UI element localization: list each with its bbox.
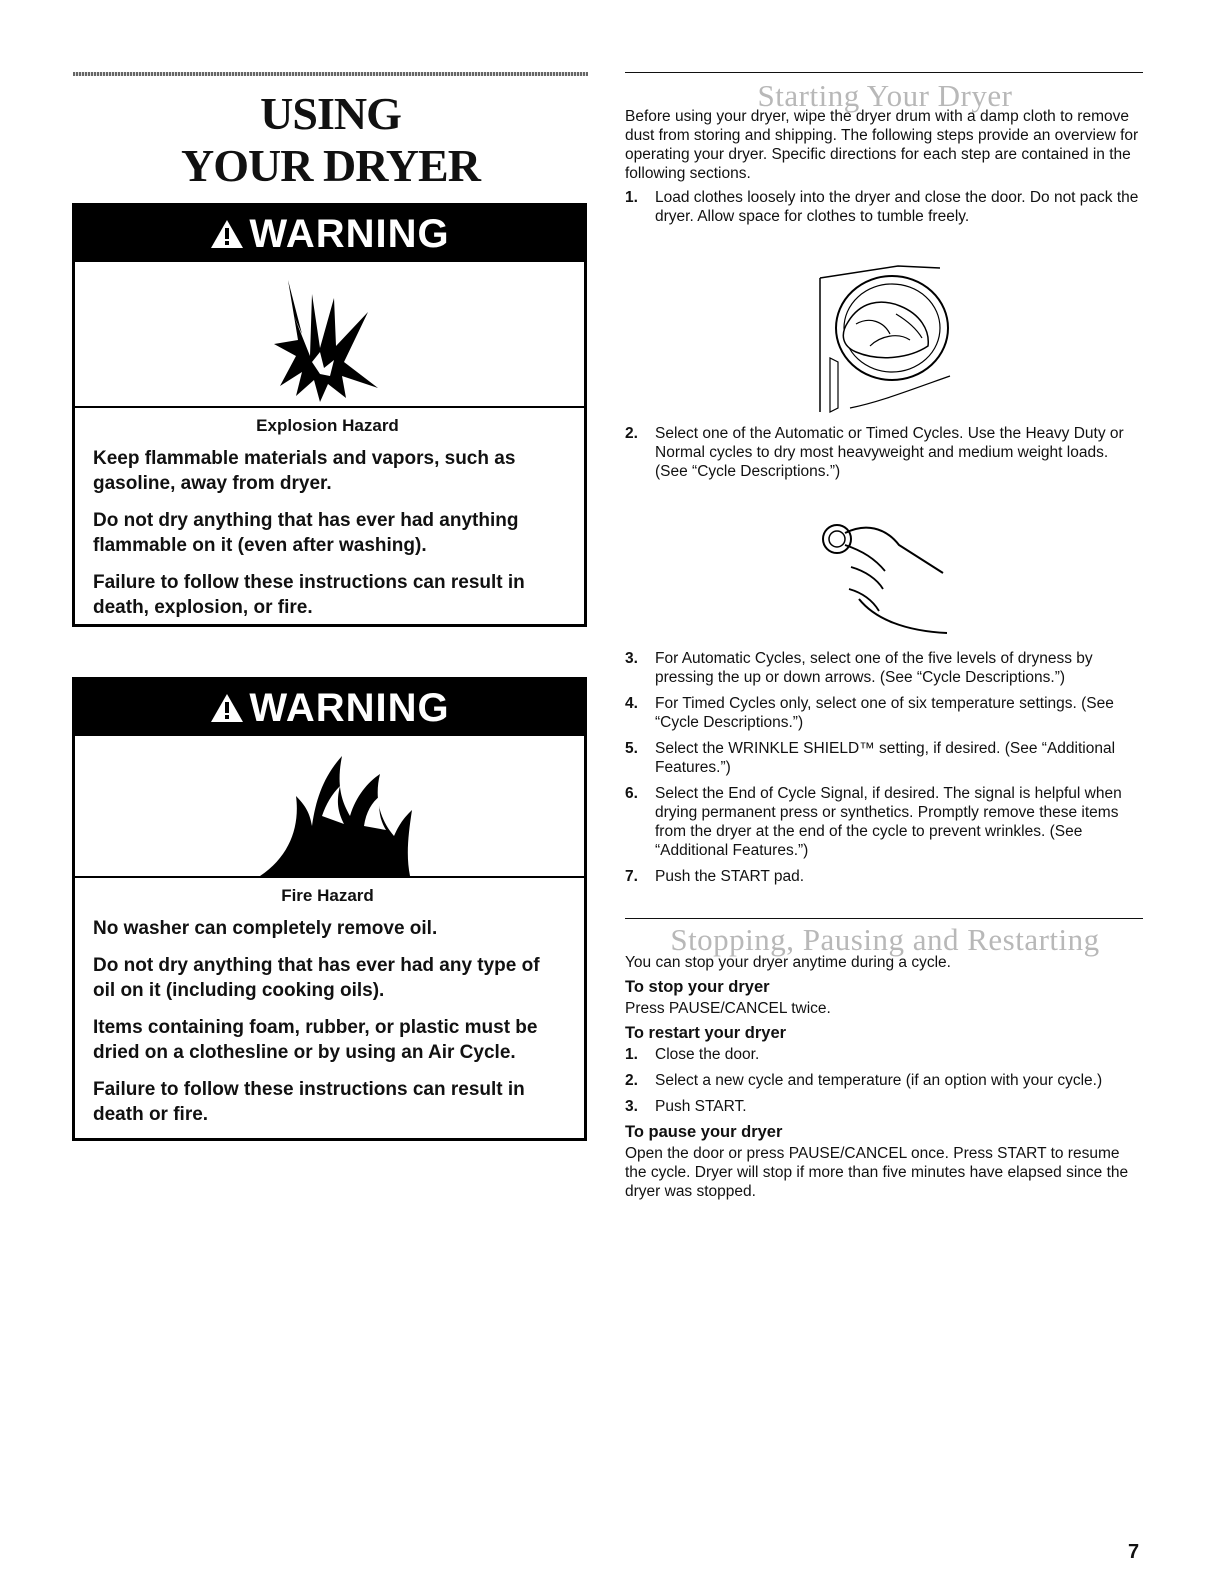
step-text: Push the START pad. — [655, 868, 805, 885]
stop-text: Press PAUSE/CANCEL twice. — [625, 1000, 831, 1017]
step-text: Select the WRINKLE SHIELD™ setting, if desired. (See “Additional Features.”) — [655, 740, 1116, 776]
step-number: 5. — [625, 740, 638, 757]
warning-line: Do not dry anything that has ever had any type of oil on it (including cooking oils). — [93, 955, 540, 1001]
stopping-heading: Stopping, Pausing and Restarting — [670, 922, 1100, 957]
step-text: For Automatic Cycles, select one of the five levels of dryness by pressing the up or down arrows. (See “Cycle Descriptions.”) — [655, 650, 1093, 686]
step-item — [625, 694, 1145, 732]
warning-line: No washer can completely remove oil. — [93, 918, 438, 939]
step-item — [625, 1045, 1145, 1064]
step-number: 3. — [625, 1098, 638, 1115]
top-rule-left — [73, 72, 588, 76]
starting-steps — [625, 424, 1145, 481]
section-divider — [625, 918, 1143, 919]
warning-body — [75, 878, 584, 1153]
warning-line: Failure to follow these instructions can result in death or fire. — [93, 1079, 525, 1125]
page-number: 7 — [1128, 1541, 1140, 1563]
step-text: Push START. — [655, 1098, 747, 1115]
step-item — [625, 649, 1145, 687]
step-item — [625, 784, 1145, 860]
step-text: Select one of the Automatic or Timed Cycles. Use the Heavy Duty or Normal cycles to dry most heavyweight and medium weight loads. (See “Cycle Descriptions.”) — [655, 425, 1124, 480]
starting-steps — [625, 649, 1145, 886]
step-number: 2. — [625, 425, 638, 442]
hazard-title: Fire Hazard — [281, 886, 374, 905]
section-title — [73, 88, 588, 192]
step-item — [625, 188, 1145, 226]
warning-line: Keep flammable materials and vapors, such as gasoline, away from dryer. — [93, 448, 516, 494]
step-text: Load clothes loosely into the dryer and close the door. Do not pack the dryer. Allow space for clothes to tumble freely. — [655, 189, 1139, 225]
hand-pressing-illustration — [815, 515, 955, 637]
dryer-drum-illustration — [810, 262, 960, 418]
top-rule-right — [625, 72, 1143, 73]
warning-triangle-icon — [209, 218, 245, 250]
restart-steps — [625, 1045, 1145, 1116]
step-text: Select a new cycle and temperature (if an option with your cycle.) — [655, 1072, 1103, 1089]
section-title-line2: YOUR DRYER — [181, 140, 480, 191]
step-item — [625, 739, 1145, 777]
pause-text: Open the door or press PAUSE/CANCEL once. Press START to resume the cycle. Dryer will stop if more than five minutes have elapsed since the dryer was stopped. — [625, 1145, 1129, 1200]
pause-heading: To pause your dryer — [625, 1123, 783, 1141]
warning-fire — [72, 677, 587, 1141]
warning-line: Do not dry anything that has ever had anything flammable on it (even after washing). — [93, 510, 519, 556]
warning-header-text: WARNING — [249, 211, 450, 256]
step-number: 6. — [625, 785, 638, 802]
warning-header — [75, 206, 584, 262]
step-number: 4. — [625, 695, 638, 712]
starting-section — [625, 78, 1145, 233]
warning-body — [75, 408, 584, 646]
step-text: For Timed Cycles only, select one of six temperature settings. (See “Cycle Descriptions.”) — [655, 695, 1114, 731]
step-text: Close the door. — [655, 1046, 760, 1063]
stopping-intro: You can stop your dryer anytime during a cycle. — [625, 954, 951, 971]
step-number: 7. — [625, 868, 638, 885]
warning-header — [75, 680, 584, 736]
explosion-icon — [75, 262, 584, 408]
step-number: 2. — [625, 1072, 638, 1089]
starting-heading: Starting Your Dryer — [757, 78, 1013, 113]
starting-steps-continued — [625, 424, 1145, 488]
starting-intro: Before using your dryer, wipe the dryer drum with a damp cloth to remove dust from storing and shipping. The following steps provide an overview for operating your dryer. Specific directions for each step are contained in the following sections. — [625, 108, 1139, 182]
stopping-section — [625, 922, 1145, 1201]
step-number: 1. — [625, 189, 638, 206]
step-item — [625, 1097, 1145, 1116]
stop-heading: To stop your dryer — [625, 978, 770, 996]
step-number: 3. — [625, 650, 638, 667]
hazard-title: Explosion Hazard — [256, 416, 399, 435]
step-item — [625, 1071, 1145, 1090]
step-number: 1. — [625, 1046, 638, 1063]
warning-header-text: WARNING — [249, 685, 450, 730]
starting-steps — [625, 188, 1145, 226]
section-title-line1: USING — [260, 88, 401, 139]
starting-steps-rest — [625, 649, 1145, 893]
step-item — [625, 867, 1145, 886]
fire-icon — [75, 736, 584, 878]
step-item — [625, 424, 1145, 481]
step-text: Select the End of Cycle Signal, if desired. The signal is helpful when drying permanent press or synthetics. Promptly remove these items from the dryer at the end of the cycle to prevent wrinkles. (See “Additional Features.”) — [655, 785, 1122, 859]
restart-heading: To restart your dryer — [625, 1024, 787, 1042]
warning-explosion — [72, 203, 587, 627]
warning-line: Items containing foam, rubber, or plastic must be dried on a clothesline or by using an Air Cycle. — [93, 1017, 538, 1063]
warning-line: Failure to follow these instructions can result in death, explosion, or fire. — [93, 572, 525, 618]
warning-triangle-icon — [209, 692, 245, 724]
